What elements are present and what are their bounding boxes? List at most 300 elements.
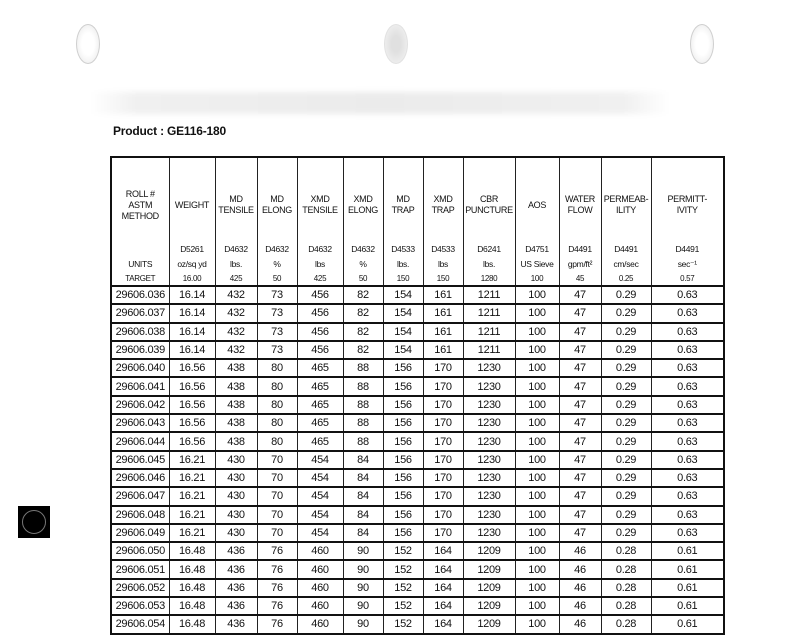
value-cell: 154: [383, 286, 423, 304]
faded-header-band: [90, 92, 670, 114]
value-cell: 16.56: [169, 414, 215, 432]
target-cell: 425: [215, 272, 257, 286]
value-cell: 16.48: [169, 542, 215, 560]
method-cell: D4491: [601, 242, 651, 257]
column-header-line: ROLL #: [125, 188, 155, 199]
target-cell: 0.57: [651, 272, 724, 286]
column-header-line: XMD: [310, 194, 330, 204]
value-cell: 154: [383, 341, 423, 359]
value-cell: 156: [383, 396, 423, 414]
value-cell: 47: [559, 524, 601, 542]
value-cell: 1230: [463, 469, 515, 487]
value-cell: 46: [559, 597, 601, 615]
value-cell: 88: [343, 359, 383, 377]
value-cell: 16.48: [169, 579, 215, 597]
target-cell: 50: [343, 272, 383, 286]
column-header-line: PUNCTURE: [465, 205, 513, 215]
roll-number-cell: 29606.046: [111, 469, 169, 487]
column-header-line: TENSILE: [302, 205, 338, 215]
column-header-line: WATER: [565, 194, 595, 204]
table-row: [111, 323, 724, 341]
value-cell: 0.28: [601, 579, 651, 597]
column-header-line: PERMEAB-: [603, 194, 649, 204]
value-cell: 430: [215, 506, 257, 524]
value-cell: 80: [257, 414, 297, 432]
column-header: [169, 157, 215, 242]
roll-number-cell: 29606.045: [111, 451, 169, 469]
table-row: [111, 487, 724, 505]
value-cell: 47: [559, 304, 601, 322]
value-cell: 84: [343, 487, 383, 505]
value-cell: 156: [383, 432, 423, 450]
value-cell: 430: [215, 524, 257, 542]
value-cell: 100: [515, 579, 559, 597]
column-header-line: MD: [229, 194, 243, 204]
value-cell: 84: [343, 469, 383, 487]
value-cell: 100: [515, 341, 559, 359]
value-cell: 76: [257, 579, 297, 597]
method-row: [111, 242, 724, 257]
table-row: [111, 304, 724, 322]
value-cell: 0.61: [651, 615, 724, 633]
target-cell: 150: [423, 272, 463, 286]
value-cell: 456: [297, 323, 343, 341]
roll-number-cell: 29606.039: [111, 341, 169, 359]
table-row: [111, 597, 724, 615]
value-cell: 460: [297, 615, 343, 633]
value-cell: 0.63: [651, 451, 724, 469]
value-cell: 156: [383, 506, 423, 524]
value-cell: 16.56: [169, 377, 215, 395]
roll-number-cell: 29606.036: [111, 286, 169, 304]
value-cell: 100: [515, 377, 559, 395]
column-header-line: MD: [270, 194, 284, 204]
value-cell: 0.63: [651, 506, 724, 524]
value-cell: 0.29: [601, 506, 651, 524]
value-cell: 100: [515, 359, 559, 377]
value-cell: 16.14: [169, 323, 215, 341]
method-cell: D4533: [383, 242, 423, 257]
method-cell: D4491: [651, 242, 724, 257]
roll-number-cell: 29606.042: [111, 396, 169, 414]
value-cell: 438: [215, 359, 257, 377]
target-cell: 1280: [463, 272, 515, 286]
value-cell: 152: [383, 615, 423, 633]
test-results-table: [110, 156, 725, 635]
value-cell: 0.28: [601, 542, 651, 560]
table-row: [111, 579, 724, 597]
value-cell: 0.61: [651, 597, 724, 615]
value-cell: 0.28: [601, 560, 651, 578]
value-cell: 454: [297, 469, 343, 487]
value-cell: 88: [343, 432, 383, 450]
value-cell: 0.29: [601, 432, 651, 450]
column-header-line: ILITY: [615, 205, 636, 215]
target-cell: 100: [515, 272, 559, 286]
value-cell: 100: [515, 487, 559, 505]
value-cell: 82: [343, 341, 383, 359]
value-cell: 100: [515, 414, 559, 432]
value-cell: 0.29: [601, 286, 651, 304]
column-header-line: XMD: [353, 194, 373, 204]
units-cell: lbs: [297, 257, 343, 272]
value-cell: 170: [423, 432, 463, 450]
value-cell: 0.63: [651, 396, 724, 414]
value-cell: 84: [343, 506, 383, 524]
table-row: [111, 377, 724, 395]
roll-number-cell: 29606.044: [111, 432, 169, 450]
value-cell: 0.28: [601, 597, 651, 615]
value-cell: 1209: [463, 597, 515, 615]
value-cell: 0.29: [601, 469, 651, 487]
value-cell: 436: [215, 560, 257, 578]
value-cell: 432: [215, 323, 257, 341]
value-cell: 156: [383, 377, 423, 395]
units-cell: gpm/ft²: [559, 257, 601, 272]
table-row: [111, 615, 724, 633]
target-row: [111, 272, 724, 286]
column-header-line: XMD: [433, 194, 453, 204]
roll-number-cell: 29606.043: [111, 414, 169, 432]
value-cell: 82: [343, 323, 383, 341]
units-cell: lbs.: [463, 257, 515, 272]
roll-number-cell: 29606.047: [111, 487, 169, 505]
value-cell: 438: [215, 414, 257, 432]
value-cell: 438: [215, 377, 257, 395]
value-cell: 0.63: [651, 432, 724, 450]
target-cell: 16.00: [169, 272, 215, 286]
units-cell: US Sieve: [515, 257, 559, 272]
value-cell: 0.63: [651, 341, 724, 359]
table-row: [111, 524, 724, 542]
value-cell: 0.28: [601, 615, 651, 633]
value-cell: 80: [257, 432, 297, 450]
value-cell: 16.14: [169, 341, 215, 359]
value-cell: 82: [343, 304, 383, 322]
value-cell: 100: [515, 286, 559, 304]
value-cell: 70: [257, 524, 297, 542]
value-cell: 73: [257, 341, 297, 359]
value-cell: 161: [423, 286, 463, 304]
units-cell: lbs.: [383, 257, 423, 272]
value-cell: 456: [297, 304, 343, 322]
value-cell: 465: [297, 377, 343, 395]
value-cell: 0.61: [651, 542, 724, 560]
value-cell: 454: [297, 524, 343, 542]
column-header: [423, 157, 463, 242]
table-row: [111, 469, 724, 487]
value-cell: 76: [257, 597, 297, 615]
target-cell: 50: [257, 272, 297, 286]
column-header-line: TENSILE: [218, 205, 254, 215]
value-cell: 1230: [463, 414, 515, 432]
value-cell: 90: [343, 579, 383, 597]
method-cell: D4632: [215, 242, 257, 257]
value-cell: 1230: [463, 432, 515, 450]
value-cell: 156: [383, 451, 423, 469]
column-header-line: IVITY: [676, 205, 698, 215]
table-row: [111, 432, 724, 450]
value-cell: 1211: [463, 323, 515, 341]
value-cell: 436: [215, 615, 257, 633]
column-header-line: MD: [396, 194, 410, 204]
value-cell: 460: [297, 579, 343, 597]
value-cell: 454: [297, 487, 343, 505]
value-cell: 82: [343, 286, 383, 304]
value-cell: 46: [559, 542, 601, 560]
value-cell: 100: [515, 560, 559, 578]
value-cell: 454: [297, 451, 343, 469]
value-cell: 465: [297, 432, 343, 450]
value-cell: 88: [343, 396, 383, 414]
column-header-line: WEIGHT: [174, 199, 210, 210]
roll-number-cell: 29606.052: [111, 579, 169, 597]
roll-number-cell: 29606.038: [111, 323, 169, 341]
value-cell: 156: [383, 524, 423, 542]
value-cell: 100: [515, 396, 559, 414]
units-cell: oz/sq yd: [169, 257, 215, 272]
value-cell: 1211: [463, 304, 515, 322]
value-cell: 432: [215, 304, 257, 322]
value-cell: 90: [343, 560, 383, 578]
value-cell: 430: [215, 451, 257, 469]
punch-hole-center: [384, 24, 408, 64]
method-cell: D4491: [559, 242, 601, 257]
value-cell: 70: [257, 451, 297, 469]
value-cell: 0.29: [601, 341, 651, 359]
value-cell: 0.63: [651, 323, 724, 341]
value-cell: 47: [559, 432, 601, 450]
value-cell: 465: [297, 414, 343, 432]
value-cell: 47: [559, 469, 601, 487]
value-cell: 436: [215, 542, 257, 560]
value-cell: 1211: [463, 286, 515, 304]
value-cell: 100: [515, 469, 559, 487]
value-cell: 454: [297, 506, 343, 524]
value-cell: 1209: [463, 560, 515, 578]
value-cell: 47: [559, 286, 601, 304]
value-cell: 0.29: [601, 377, 651, 395]
value-cell: 170: [423, 469, 463, 487]
product-title: Product : GE116-180: [113, 124, 226, 138]
value-cell: 1211: [463, 341, 515, 359]
value-cell: 0.63: [651, 487, 724, 505]
value-cell: 1230: [463, 451, 515, 469]
value-cell: 76: [257, 560, 297, 578]
value-cell: 152: [383, 542, 423, 560]
value-cell: 80: [257, 396, 297, 414]
method-cell: D4533: [423, 242, 463, 257]
value-cell: 46: [559, 579, 601, 597]
units-cell: %: [343, 257, 383, 272]
value-cell: 164: [423, 579, 463, 597]
value-cell: 456: [297, 286, 343, 304]
value-cell: 0.61: [651, 560, 724, 578]
units-cell: lbs.: [215, 257, 257, 272]
column-header: [601, 157, 651, 242]
value-cell: 465: [297, 359, 343, 377]
column-header-line: ELONG: [347, 205, 378, 215]
punch-hole-left: [76, 24, 100, 64]
value-cell: 0.29: [601, 359, 651, 377]
value-cell: 438: [215, 396, 257, 414]
value-cell: 170: [423, 451, 463, 469]
target-cell: 425: [297, 272, 343, 286]
column-header-line: TRAP: [391, 205, 415, 215]
column-header-line: FLOW: [567, 205, 593, 215]
column-header-line: CBR: [479, 194, 499, 204]
value-cell: 436: [215, 597, 257, 615]
value-cell: 84: [343, 524, 383, 542]
value-cell: 154: [383, 304, 423, 322]
value-cell: 47: [559, 396, 601, 414]
value-cell: 16.14: [169, 286, 215, 304]
column-header: [257, 157, 297, 242]
units-cell: lbs: [423, 257, 463, 272]
value-cell: 432: [215, 341, 257, 359]
value-cell: 1209: [463, 615, 515, 633]
value-cell: 47: [559, 359, 601, 377]
value-cell: 0.29: [601, 304, 651, 322]
value-cell: 47: [559, 506, 601, 524]
value-cell: 161: [423, 304, 463, 322]
value-cell: 460: [297, 542, 343, 560]
value-cell: 436: [215, 579, 257, 597]
value-cell: 16.56: [169, 432, 215, 450]
value-cell: 90: [343, 615, 383, 633]
column-header-line: ELONG: [261, 205, 292, 215]
value-cell: 161: [423, 341, 463, 359]
value-cell: 164: [423, 560, 463, 578]
value-cell: 100: [515, 323, 559, 341]
roll-number-cell: 29606.037: [111, 304, 169, 322]
roll-number-cell: 29606.040: [111, 359, 169, 377]
value-cell: 80: [257, 377, 297, 395]
value-cell: 465: [297, 396, 343, 414]
method-cell: D5261: [169, 242, 215, 257]
column-header: [343, 157, 383, 242]
value-cell: 164: [423, 597, 463, 615]
value-cell: 16.56: [169, 359, 215, 377]
value-cell: 16.48: [169, 597, 215, 615]
units-cell: sec⁻¹: [651, 257, 724, 272]
value-cell: 47: [559, 487, 601, 505]
value-cell: 100: [515, 506, 559, 524]
value-cell: 100: [515, 304, 559, 322]
value-cell: 432: [215, 286, 257, 304]
value-cell: 1230: [463, 524, 515, 542]
value-cell: 16.21: [169, 506, 215, 524]
table-row: [111, 451, 724, 469]
value-cell: 156: [383, 469, 423, 487]
value-cell: 170: [423, 359, 463, 377]
value-cell: 152: [383, 560, 423, 578]
value-cell: 84: [343, 451, 383, 469]
value-cell: 16.21: [169, 524, 215, 542]
value-cell: 156: [383, 359, 423, 377]
value-cell: 1209: [463, 579, 515, 597]
value-cell: 170: [423, 377, 463, 395]
black-circle-icon: [18, 506, 50, 538]
value-cell: 100: [515, 524, 559, 542]
value-cell: 90: [343, 542, 383, 560]
value-cell: 100: [515, 451, 559, 469]
value-cell: 76: [257, 542, 297, 560]
value-cell: 156: [383, 414, 423, 432]
units-cell: cm/sec: [601, 257, 651, 272]
target-cell: 150: [383, 272, 423, 286]
value-cell: 16.21: [169, 487, 215, 505]
method-cell: D4632: [257, 242, 297, 257]
table-row: [111, 506, 724, 524]
method-cell: D6241: [463, 242, 515, 257]
column-header-line: PERMITT-: [667, 194, 708, 204]
method-cell: D4632: [297, 242, 343, 257]
value-cell: 430: [215, 487, 257, 505]
method-cell: [111, 242, 169, 257]
value-cell: 0.29: [601, 451, 651, 469]
value-cell: 0.29: [601, 487, 651, 505]
value-cell: 152: [383, 597, 423, 615]
value-cell: 47: [559, 414, 601, 432]
value-cell: 70: [257, 506, 297, 524]
table-row: [111, 359, 724, 377]
value-cell: 170: [423, 506, 463, 524]
value-cell: 47: [559, 323, 601, 341]
target-cell: 0.25: [601, 272, 651, 286]
value-cell: 156: [383, 487, 423, 505]
value-cell: 47: [559, 377, 601, 395]
value-cell: 164: [423, 615, 463, 633]
column-header: [515, 157, 559, 242]
value-cell: 47: [559, 341, 601, 359]
value-cell: 0.63: [651, 524, 724, 542]
value-cell: 73: [257, 304, 297, 322]
value-cell: 0.29: [601, 323, 651, 341]
table-row: [111, 542, 724, 560]
table-row: [111, 560, 724, 578]
column-header: [651, 157, 724, 242]
value-cell: 1230: [463, 487, 515, 505]
column-header: [383, 157, 423, 242]
value-cell: 0.61: [651, 579, 724, 597]
value-cell: 1209: [463, 542, 515, 560]
value-cell: 456: [297, 341, 343, 359]
value-cell: 88: [343, 414, 383, 432]
value-cell: 73: [257, 286, 297, 304]
value-cell: 16.48: [169, 615, 215, 633]
roll-number-cell: 29606.051: [111, 560, 169, 578]
roll-number-cell: 29606.053: [111, 597, 169, 615]
value-cell: 438: [215, 432, 257, 450]
value-cell: 100: [515, 615, 559, 633]
value-cell: 16.21: [169, 451, 215, 469]
value-cell: 170: [423, 487, 463, 505]
value-cell: 70: [257, 487, 297, 505]
value-cell: 70: [257, 469, 297, 487]
value-cell: 0.63: [651, 359, 724, 377]
value-cell: 164: [423, 542, 463, 560]
value-cell: 1230: [463, 396, 515, 414]
roll-number-cell: 29606.041: [111, 377, 169, 395]
method-cell: D4632: [343, 242, 383, 257]
value-cell: 1230: [463, 506, 515, 524]
value-cell: 170: [423, 524, 463, 542]
method-cell: D4751: [515, 242, 559, 257]
column-header-line: ASTM: [128, 199, 153, 210]
value-cell: 90: [343, 597, 383, 615]
column-header-line: METHOD: [121, 210, 159, 221]
